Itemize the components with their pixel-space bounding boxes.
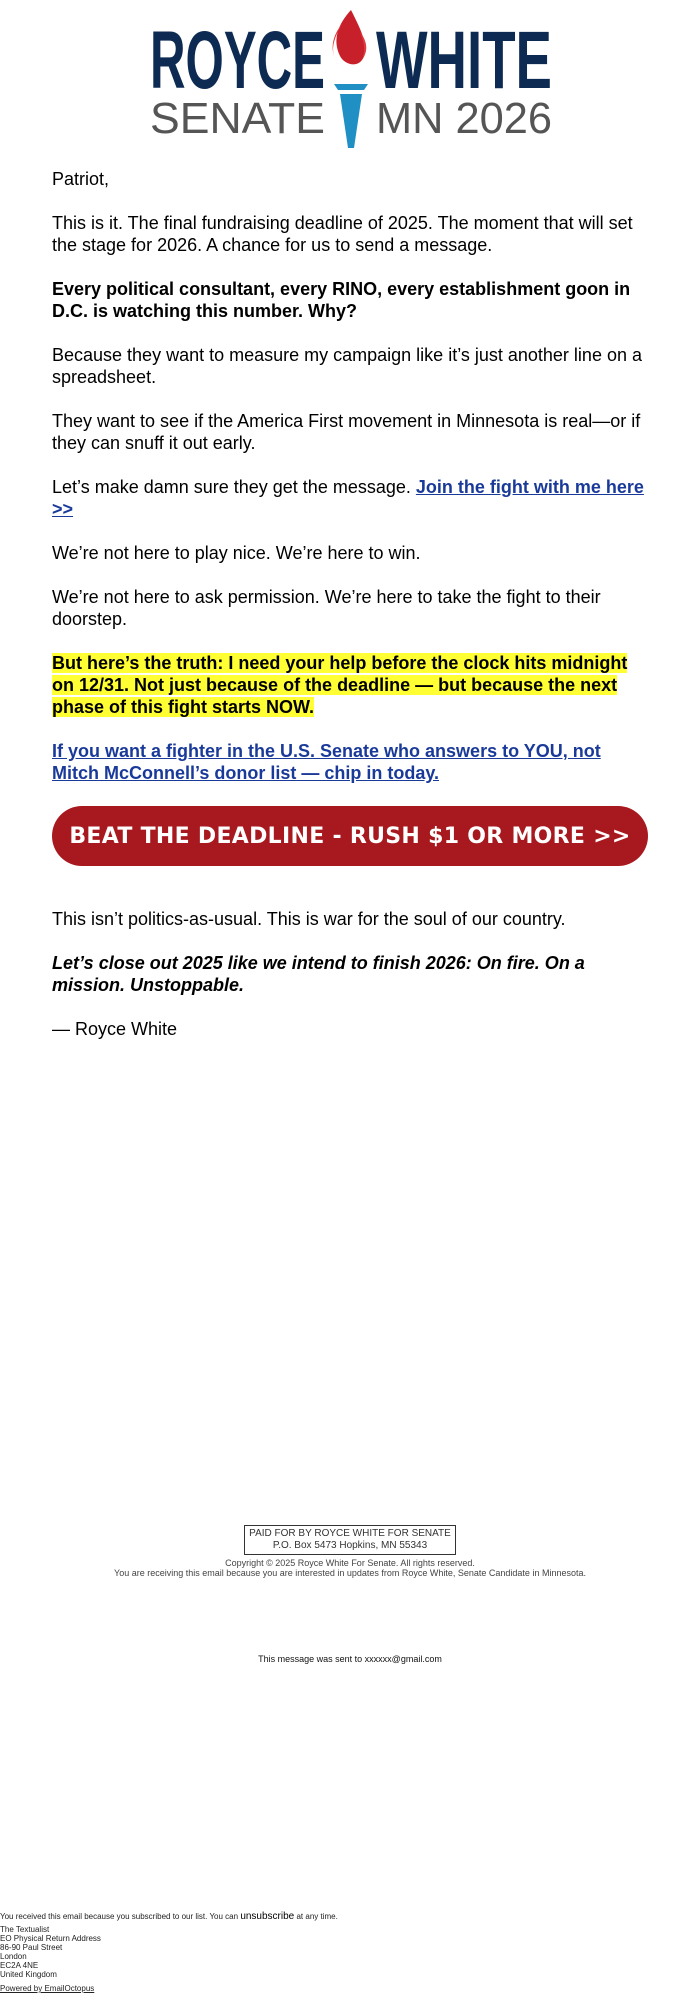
address-line: 86-90 Paul Street [0,1943,63,1952]
address-line: EO Physical Return Address [0,1934,101,1943]
address-line: London [0,1952,27,1961]
paid-for-line: PAID FOR BY ROYCE WHITE FOR SENATE [249,1528,451,1539]
logo-office-left: SENATE [150,94,325,143]
copyright: Copyright © 2025 Royce White For Senate. All rights reserved. [225,1558,475,1568]
signature: — Royce White [52,1019,178,1039]
join-fight-link[interactable]: Join the fight with me here >> [52,477,644,519]
address-line: The Textualist [0,1925,50,1934]
logo-office-right: MN 2026 [376,94,552,143]
any-time-text: at any time. [296,1912,338,1921]
email-closing [52,908,652,1062]
paid-for-box [244,1525,456,1555]
paragraph-3: Because they want to measure my campaign like it’s just another line on a spreadsheet. [52,345,642,387]
greeting: Patriot, [52,169,110,189]
paragraph-10: This isn’t politics-as-usual. This is war for the soul of our country. [52,909,566,929]
logo-name-right: WHITE [376,15,552,106]
campaign-logo [0,10,700,150]
paragraph-8 [52,652,652,718]
torch-icon [333,10,368,148]
paragraph-5 [52,476,652,520]
highlighted-appeal: But here’s the truth: I need your help before the clock hits midnight on 12/31. Not just because of the deadline — but because the next phase of this fight starts NOW. [52,653,628,717]
address-line: EC2A 4NE [0,1961,39,1970]
paragraph-9 [52,740,652,784]
paragraph-2: Every political consultant, every RINO, every establishment goon in D.C. is watching this number. Why? [52,279,631,321]
sent-to-notice: This message was sent to xxxxxx@gmail.com [258,1654,442,1664]
paragraph-11: Let’s close out 2025 like we intend to finish 2026: On fire. On a mission. Unstoppable. [52,953,585,995]
postal-address [0,1925,338,1979]
subscription-reason: You are receiving this email because you are interested in updates from Royce White, Senate Candidate in Minnesota. [114,1568,586,1578]
address-line: United Kingdom [0,1970,57,1979]
paragraph-1: This is it. The final fundraising deadline of 2025. The moment that will set the stage for 2026. A chance for us to send a message. [52,213,633,255]
paragraph-7: We’re not here to ask permission. We’re here to take the fight to their doorstep. [52,587,601,629]
po-box-line: P.O. Box 5473 Hopkins, MN 55343 [272,1540,428,1551]
paragraph-6: We’re not here to play nice. We’re here to win. [52,543,421,563]
received-text: You received this email because you subscribed to our list. You can [0,1912,239,1921]
unsubscribe-link[interactable]: unsubscribe [240,1911,295,1922]
email-provider-footer [0,1912,338,1993]
paragraph-5-text: Let’s make damn sure they get the message. [52,477,411,497]
powered-by-link[interactable]: Powered by EmailOctopus [0,1984,95,1993]
paragraph-4: They want to see if the America First movement in Minnesota is real—or if they can snuff it out early. [52,411,641,453]
logo-name-left: ROYCE [150,15,325,106]
received-notice [0,1912,338,1921]
chip-in-link[interactable]: If you want a fighter in the U.S. Senate who answers to YOU, not Mitch McConnell’s donor list — chip in today. [52,741,601,783]
beat-deadline-button[interactable]: BEAT THE DEADLINE - RUSH $1 OR MORE >> [52,806,648,866]
email-body [52,168,652,806]
